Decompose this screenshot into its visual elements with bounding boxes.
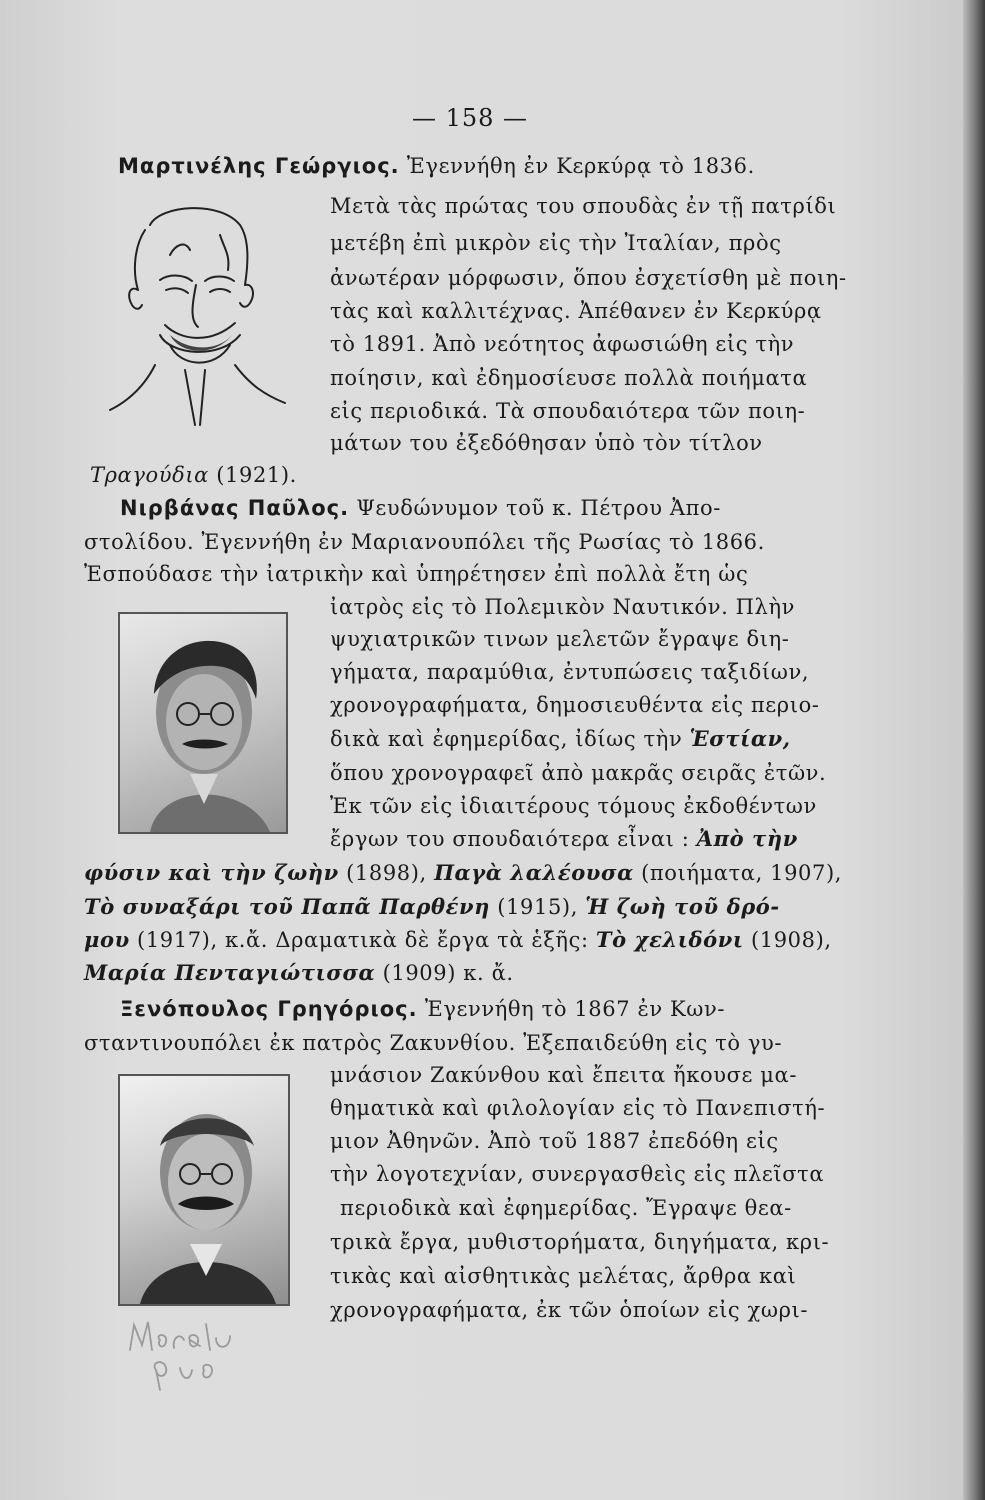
entry-martinelis-first-line	[118, 151, 880, 181]
entry-name-xenopoulos: Ξενόπουλος Γρηγόριος.	[120, 997, 418, 1021]
entry-text-line: ὅπου χρονογραφεῖ ἀπὸ μακρᾶς σειρᾶς ἐτῶν.	[330, 761, 827, 785]
entry-text-line: Ἐσπούδασε τὴν ἰατρικὴν καὶ ὑπηρέτησεν ἐπὶ πολλὰ ἔτη ὡς	[84, 562, 749, 586]
entry-text-line: χρονογραφήματα, ἐκ τῶν ὁποίων εἰς χωρι-	[330, 1298, 809, 1322]
entry-text-line: τὴν λογοτεχνίαν, συνεργασθεὶς εἰς πλεῖστα	[330, 1162, 825, 1186]
entry-text-line: τρικὰ ἔργα, μυθιστορήματα, διηγήματα, κρι-	[330, 1230, 830, 1254]
photo-xenopoulos	[118, 1074, 290, 1306]
work-title: Μαρία Πενταγιώτισσα	[84, 960, 376, 985]
portrait-sketch-martinelis	[100, 195, 290, 445]
work-title: φύσιν καὶ τὴν ζωὴν	[84, 860, 339, 885]
work-title: Ἑστίαν,	[689, 726, 791, 751]
work-title: Ἀπὸ τὴν	[696, 826, 798, 851]
entry-text-line: Ἐγεννήθη τὸ 1867 ἐν Κων-	[424, 997, 726, 1021]
work-title: Τραγούδια	[90, 463, 209, 487]
entry-text-line: Τραγούδια (1921).	[90, 463, 297, 487]
entry-text-line: Τὸ συναξάρι τοῦ Παπᾶ Παρθένη (1915), Ἡ ζωὴ τοῦ δρό-	[84, 894, 780, 919]
work-title: Ἡ ζωὴ τοῦ δρό-	[585, 894, 780, 919]
entry-text-line: σταντινουπόλει ἐκ πατρὸς Ζακυνθίου. Ἐξεπαιδεύθη εἰς τὸ γυ-	[84, 1031, 783, 1055]
entry-text-line: Ἐκ τῶν εἰς ἰδιαιτέρους τόμους ἐκδοθέντων	[330, 794, 817, 818]
entry-xenopoulos-first-line	[120, 994, 886, 1024]
entry-name-nirvanas: Νιρβάνας Παῦλος.	[120, 496, 350, 520]
entry-text-line: Μαρία Πενταγιώτισσα (1909) κ. ἄ.	[84, 960, 514, 985]
pencil-scribble	[120, 1310, 280, 1400]
work-title: Τὸ συναξάρι τοῦ Παπᾶ Παρθένη	[84, 894, 491, 919]
entry-text-line: ἔργων του σπουδαιότερα εἶναι : Ἀπὸ τὴν	[330, 826, 798, 851]
entry-text-line: φύσιν καὶ τὴν ζωὴν (1898), Παγὰ λαλέουσα (ποιήματα, 1907),	[84, 860, 843, 885]
entry-text-line: χρονογραφήματα, δημοσιευθέντα εἰς περιο-	[330, 693, 820, 717]
entry-text-line: μνάσιον Ζακύνθου καὶ ἔπειτα ἤκουσε μα-	[330, 1063, 798, 1087]
entry-text-line: γήματα, παραμύθια, ἐντυπώσεις ταξιδίων,	[330, 660, 810, 684]
entry-text-line: στολίδου. Ἐγεννήθη ἐν Μαριανουπόλει τῆς Ρωσίας τὸ 1866.	[84, 530, 765, 554]
entry-name-martinelis: Μαρτινέλης Γεώργιος.	[118, 154, 400, 178]
entry-text-line: περιοδικὰ καὶ ἐφημερίδας. Ἔγραψε θεα-	[340, 1196, 792, 1220]
work-title: Παγὰ λαλέουσα	[434, 860, 634, 885]
work-title: μου	[84, 927, 130, 952]
entry-text-line: ἰατρὸς εἰς τὸ Πολεμικὸν Ναυτικόν. Πλὴν	[330, 595, 796, 619]
entry-text-line: τὰς καὶ καλλιτέχνας. Ἀπέθανεν ἐν Κερκύρᾳ	[330, 299, 822, 323]
entry-text-line: μου (1917), κ.ἄ. Δραματικὰ δὲ ἔργα τὰ ἑξῆς: Τὸ χελιδόνι (1908),	[84, 927, 832, 952]
entry-text-line: Ἐγεννήθη ἐν Κερκύρᾳ τὸ 1836.	[406, 154, 755, 178]
entry-text-line: ψυχιατρικῶν τινων μελετῶν ἔγραψε διη-	[330, 627, 790, 651]
photo-nirvanas	[118, 612, 288, 834]
entry-text-line: Ψευδώνυμον τοῦ κ. Πέτρου Ἀπο-	[356, 496, 721, 520]
entry-text-line: θηματικὰ καὶ φιλολογίαν εἰς τὸ Πανεπιστή-	[330, 1096, 826, 1120]
portrait-photo-nirvanas	[120, 614, 286, 832]
page-binding-edge	[963, 0, 985, 1500]
entry-text-line: εἰς περιοδικά. Τὰ σπουδαιότερα τῶν ποιη-	[330, 399, 806, 423]
work-title: Τὸ χελιδόνι	[595, 927, 744, 952]
entry-text-line: δικὰ καὶ ἐφημερίδας, ἰδίως τὴν Ἑστίαν,	[330, 726, 791, 751]
entry-text-line: μετέβη ἐπὶ μικρὸν εἰς τὴν Ἰταλίαν, πρὸς	[330, 231, 782, 255]
entry-text-line: ἀνωτέραν μόρφωσιν, ὅπου ἐσχετίσθη μὲ ποιη-	[330, 266, 847, 290]
page-number: — 158 —	[411, 104, 529, 132]
entry-text-line: μιον Ἀθηνῶν. Ἀπὸ τοῦ 1887 ἐπεδόθη εἰς	[330, 1129, 779, 1153]
entry-text-line: ποίησιν, καὶ ἐδημοσίευσε πολλὰ ποιήματα	[330, 366, 808, 390]
portrait-photo-xenopoulos	[120, 1076, 288, 1304]
entry-text-line: τικὰς καὶ αἰσθητικὰς μελέτας, ἄρθρα καὶ	[330, 1264, 797, 1288]
entry-text-line: μάτων του ἐξεδόθησαν ὑπὸ τὸν τίτλον	[330, 431, 763, 455]
entry-text-line: Μετὰ τὰς πρώτας του σπουδὰς ἐν τῇ πατρίδι	[330, 194, 837, 218]
entry-nirvanas-first-line	[120, 493, 886, 523]
entry-text-line: τὸ 1891. Ἀπὸ νεότητος ἀφωσιώθη εἰς τὴν	[330, 332, 795, 356]
